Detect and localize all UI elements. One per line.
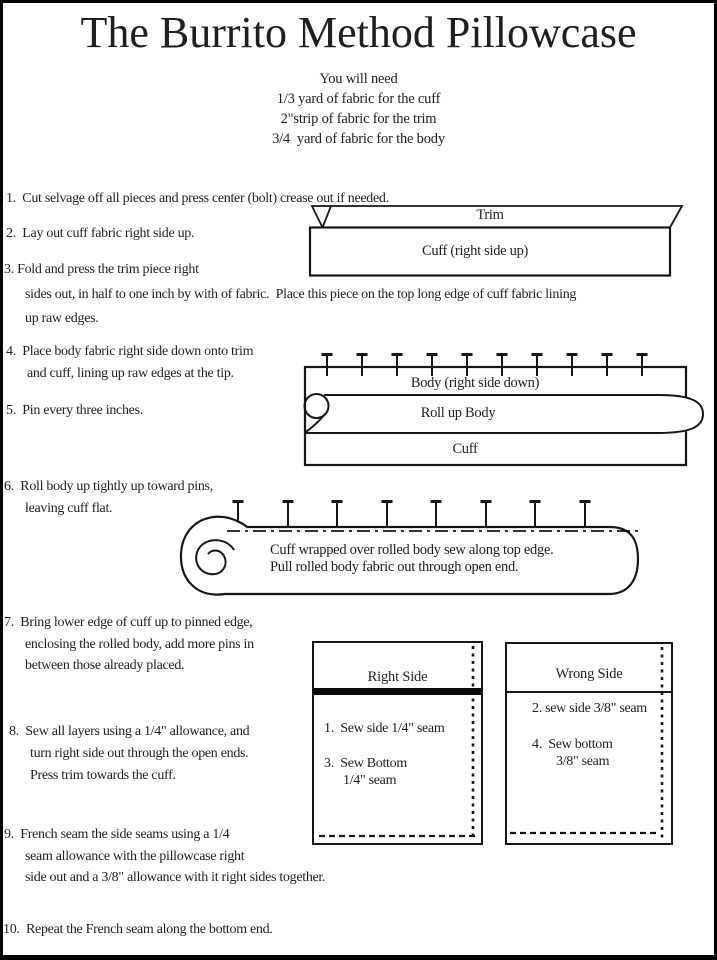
page-title: The Burrito Method Pillowcase: [80, 8, 637, 57]
pin-row: [233, 502, 591, 531]
pin-icon: [431, 502, 442, 531]
page-border-bottom: [0, 955, 717, 960]
wrong-side-item-4-line-1: 4. Sew bottom: [532, 737, 613, 752]
pin-icon: [462, 355, 473, 377]
page-border-left: [0, 0, 3, 960]
roll-band-right-cap: [658, 395, 703, 433]
step-8-line-1: 8. Sew all layers using a 1/4" allowance, and: [9, 724, 250, 739]
materials-item-cuff: 1/3 yard of fabric for the cuff: [276, 91, 441, 107]
trim-label: Trim: [476, 207, 504, 223]
diagram-body-roll: [300, 348, 714, 470]
rolled-body-caption-2: Pull rolled body fabric out through open end.: [270, 559, 519, 575]
materials-heading: You will need: [319, 71, 398, 87]
pin-icon: [332, 502, 343, 531]
pin-icon: [532, 355, 543, 377]
step-9: [4, 824, 325, 889]
step-1-line: 1. Cut selvage off all pieces and press center (bolt) crease out if needed.: [6, 191, 389, 206]
materials-list: [12, 69, 705, 149]
step-4-line-2: and cuff, lining up raw edges at the tip.: [27, 366, 234, 381]
roll-up-body-label: Roll up Body: [420, 405, 496, 421]
wrong-side-item-4-line-2: 3/8" seam: [556, 754, 610, 769]
panel-wrong-side: [505, 642, 673, 845]
step-2-line: 2. Lay out cuff fabric right side up.: [6, 226, 195, 241]
right-side-title: Right Side: [367, 669, 428, 685]
step-4: [6, 341, 253, 385]
body-right-side-down-label: Body (right side down): [410, 375, 540, 391]
pin-icon: [481, 502, 492, 531]
diagram-trim-cuff: [305, 198, 717, 286]
pin-icon: [567, 355, 578, 377]
pin-icon: [580, 502, 591, 531]
diagram-rolled-body: [175, 498, 653, 604]
pin-icon: [357, 355, 368, 377]
wrong-side-item-2: 2. sew side 3/8" seam: [532, 701, 647, 716]
panel-right-side: [312, 641, 483, 845]
page-border-top: [0, 0, 717, 3]
pin-icon: [497, 355, 508, 377]
step-3-line-2: sides out, in half to one inch by with of fabric. Place this piece on the top long edge of cuff fabric lining: [25, 286, 577, 302]
right-side-item-3-line-2: 1/4" seam: [343, 773, 397, 788]
step-8-line-2: turn right side out through the open ends.: [30, 746, 249, 761]
pin-icon: [382, 502, 393, 531]
step-5-line: 5. Pin every three inches.: [6, 403, 143, 418]
cuff-fold-line: [507, 691, 671, 693]
step-4-line-1: 4. Place body fabric right side down onto trim: [6, 344, 254, 359]
pin-icon: [392, 355, 403, 377]
pin-icon: [322, 355, 333, 377]
step-10: [3, 919, 273, 941]
trim-bar: [314, 688, 481, 695]
step-6-line-2: leaving cuff flat.: [25, 501, 113, 516]
step-2: [6, 223, 194, 245]
pin-icon: [602, 355, 613, 377]
materials-item-trim: 2"strip of fabric for the trim: [280, 111, 437, 127]
pin-row: [322, 355, 648, 377]
step-9-line-1: 9. French seam the side seams using a 1/4: [4, 827, 230, 842]
cuff-bottom-label: Cuff: [452, 441, 478, 457]
step-9-line-3: side out and a 3/8" allowance with it right sides together.: [25, 870, 326, 885]
step-10-line: 10. Repeat the French seam along the bottom end.: [3, 922, 273, 937]
step-3-line-3: up raw edges.: [25, 311, 99, 326]
right-side-item-3-line-1: 3. Sew Bottom: [324, 756, 407, 771]
right-side-item-1: 1. Sew side 1/4" seam: [324, 721, 445, 736]
step-6-line-1: 6. Roll body up tightly up toward pins,: [4, 479, 213, 494]
wrong-side-title: Wrong Side: [555, 666, 623, 682]
step-3-line-1: 3. Fold and press the trim piece right: [4, 262, 199, 277]
step-9-line-2: seam allowance with the pillowcase right: [25, 848, 245, 864]
pin-icon: [283, 502, 294, 531]
step-7-line-2: enclosing the rolled body, add more pins in: [25, 636, 254, 652]
pin-icon: [427, 355, 438, 377]
step-7-line-1: 7. Bring lower edge of cuff up to pinned edge,: [4, 615, 253, 630]
step-8: [9, 721, 249, 787]
step-7-line-3: between those already placed.: [25, 658, 185, 673]
step-8-line-3: Press trim towards the cuff.: [30, 768, 176, 783]
cuff-right-side-up-label: Cuff (right side up): [421, 243, 529, 259]
materials-item-body: 3/4 yard of fabric for the body: [272, 131, 445, 147]
pin-icon: [637, 355, 648, 377]
step-5: [6, 400, 143, 422]
rolled-body-caption-1: Cuff wrapped over rolled body sew along top edge.: [270, 542, 554, 558]
step-7: [4, 612, 254, 677]
pin-icon: [530, 502, 541, 531]
